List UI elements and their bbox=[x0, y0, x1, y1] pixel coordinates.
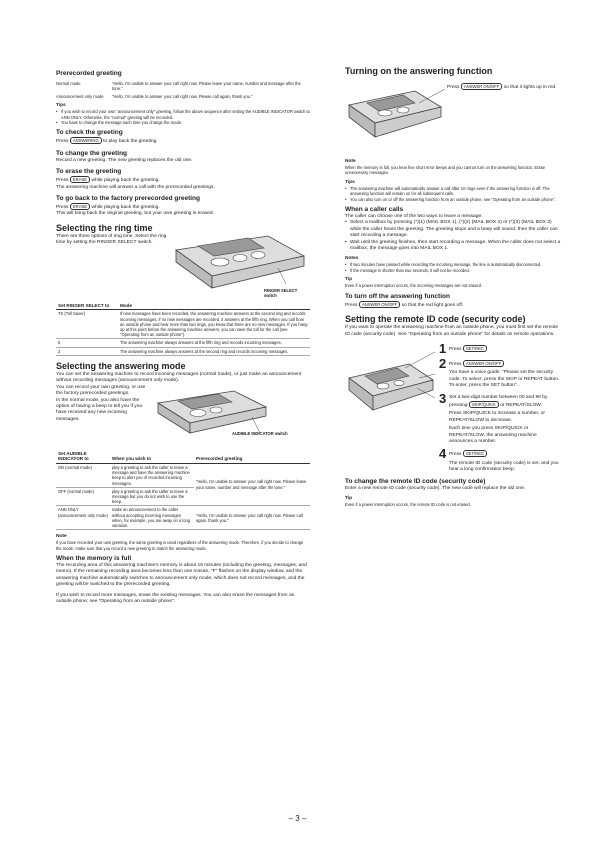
list-item: • Select a mailbox by pressing (*)(1) (MAIL BOX 1), (*)(2) (MAIL BOX 2) or (*)(3) (MAIL BOX 3) while the caller hears the greeting. The greeting stops and a beep will sound, then the caller can start recording a message. bbox=[345, 220, 561, 239]
tips-title: Tips bbox=[56, 103, 66, 109]
caller-text: The caller can choose one of the two ways to leave a message: bbox=[345, 214, 483, 220]
table-row: 2 The answering machine always answers at the second ring and records incoming messages. bbox=[56, 347, 310, 355]
erase-text-2: The answering machine will answer a call with the prerecorded greetings. bbox=[56, 184, 215, 190]
mode-title: Selecting the answering mode bbox=[56, 360, 186, 371]
tips-title: Tips bbox=[345, 179, 355, 185]
change-code-text: Enter a new remote ID code (security code). The new code will replace the old one. bbox=[345, 485, 526, 491]
turn-on-text: Press ANSWER ON/OFF so that it lights up in red. bbox=[447, 84, 557, 90]
tip-title: Tip bbox=[345, 496, 353, 501]
answering-machine-illustration bbox=[345, 79, 445, 151]
table-header: Prerecorded greeting bbox=[194, 450, 310, 464]
tip-text: Even if a power interruption occurs, the incoming messages are not erased. bbox=[345, 283, 482, 289]
note-text: If you have recorded your own greeting, the same greeting is used regardless of the answering mode. Therefore, if you decide to change the mode, make sure that you record a new greeting to match the answering mode. bbox=[56, 540, 304, 551]
ring-title: Selecting the ring time bbox=[56, 222, 153, 233]
memory-full-text-2: If you wish to record more messages, erase the existing messages. You can also erase the messages from an outside phone; see "Operating from an outside phone". bbox=[56, 592, 295, 604]
turn-on-title: Turning on the answering function bbox=[345, 66, 493, 76]
list-item: • If two minutes have passed while recording the incoming message, the line is automatically disconnected. bbox=[345, 262, 561, 267]
prerecorded-row: Announcement only mode "Hello, I'm unable to answer your call right now. Please call again, thank you." bbox=[56, 93, 253, 99]
left-column bbox=[56, 66, 310, 605]
mode-table bbox=[56, 450, 310, 530]
mode-text-1: You can set the answering machine to record incoming messages (normal mode), or just make an announcement without recording messages (announcement only mode). bbox=[56, 371, 302, 384]
tips-list bbox=[56, 109, 310, 125]
table-header: Set RINGER SELECT to bbox=[56, 302, 118, 310]
step-3: 3 Set a two-digit number between 00 and 99 by pressing SKIP/QUICK or REPEAT/SLOW. Press SKIP/QUICK to increase a number, or REPEAT/SLOW to decrease. Each time you press SKIP/QUICK or REPEAT/SLOW, the answering machine announces a number. bbox=[439, 390, 548, 444]
turn-off-text: Press ANSWER ON/OFF so that the red light goes off. bbox=[345, 301, 464, 308]
memory-full-text-1: The recording area of this answering machine's memory is about 15 minutes (including the greeting, messages, and memo). If the remaining recording area becomes less than one minute, "F" flashes on the display window, and the answering machine automatically switches to announcement only mode, which does not record messages, and the greeting will be switched to the prerecorded greeting. bbox=[56, 562, 307, 588]
step-4: 4 Press SET/REC The remote ID code (security code) is set, and you hear a long confirmation beep. bbox=[439, 446, 559, 473]
step-1: 1 Press SET/REC bbox=[439, 342, 561, 355]
answer-on-off-button[interactable]: ANSWER ON/OFF bbox=[461, 83, 502, 90]
list-item: • The answering machine will automatically answer a call after 10 rings even if the answering function is off. The answering function will remain on for all subsequent calls. bbox=[345, 186, 561, 197]
turn-off-title: To turn off the answering function bbox=[345, 292, 450, 300]
mode-text-2: You can record your own greeting, or use the factory prerecorded greetings. bbox=[56, 384, 146, 397]
page-number: – 3 – bbox=[288, 814, 307, 823]
answering-machine-illustration bbox=[345, 348, 437, 428]
steps-list bbox=[439, 342, 561, 474]
erase-text: Press ERASE while playing back the greeting. bbox=[56, 177, 160, 184]
notes-title: Notes bbox=[345, 256, 359, 262]
list-item: • If the message is shorter than two seconds, it will not be recorded. bbox=[345, 268, 561, 273]
answering-button[interactable]: ANSWERING bbox=[70, 137, 102, 144]
table-row: ON (normal mode) play a greeting to ask the caller to leave a message and have the answering machine beep to alert you of recorded incoming messages. "Hello, I'm unable to answer your call right now. Please leave your name, number and message after the tone." bbox=[56, 463, 310, 487]
ring-section bbox=[56, 234, 310, 298]
remote-steps bbox=[345, 342, 561, 474]
mode-text-3: In the normal mode, you also have the option of having a beep to tell you if you have received any new incoming messages. bbox=[56, 397, 143, 422]
caller-title: When a caller calls bbox=[345, 206, 404, 214]
set-rec-button[interactable]: SET/REC bbox=[463, 450, 487, 457]
set-rec-button[interactable]: SET/REC bbox=[463, 345, 487, 352]
table-header: Set AUDIBLE INDICATOR to bbox=[56, 450, 110, 464]
check-title: To check the greeting bbox=[56, 129, 123, 137]
ring-text: There are three options of ring time. Select the ring time by setting the RINGER SELECT switch. bbox=[56, 233, 167, 246]
remote-title: Setting the remote ID code (security code) bbox=[345, 314, 526, 325]
tip-text: Even if a power interruption occurs, the remote ID code is not erased. bbox=[345, 502, 471, 507]
caller-list bbox=[345, 220, 561, 252]
table-row: 5 The answering machine always answers at the fifth ring and records incoming messages. bbox=[56, 339, 310, 347]
turn-on-section bbox=[345, 77, 561, 155]
list-item: • You can also turn on or off the answering function from an outside phone, see "Operating from an outside phone". bbox=[345, 197, 561, 202]
table-header: When you wish to bbox=[110, 450, 194, 464]
tips-list bbox=[345, 186, 561, 202]
note-title: Note bbox=[56, 534, 67, 540]
list-item: • If you wish to record your own "announcement only" greeting, follow the above sequence after setting the AUDIBLE INDICATOR switch to ANN ONLY. Otherwise, the "normal" greeting will be recorded. bbox=[56, 109, 310, 120]
list-item: • Wait until the greeting finishes, then start recording a message. When the caller does not select a mailbox, the message goes into MAIL BOX 1. bbox=[345, 240, 561, 253]
change-text: Record a new greeting. The new greeting replaces the old one. bbox=[56, 157, 193, 163]
step-2: 2 Press ANSWER ON/OFF You have a voice guide: "Please set the security code. To select, press the SKIP or REPEAT button. To enter, press the SET button". bbox=[439, 355, 560, 389]
table-header: Mode bbox=[118, 302, 310, 310]
answer-on-off-button[interactable]: ANSWER ON/OFF bbox=[359, 301, 400, 308]
change-code-title: To change the remote ID code (security code) bbox=[345, 477, 486, 485]
tip-title: Tip bbox=[345, 277, 353, 283]
table-row: TS (Toll Saver) If new messages have been recorded, the answering machine answers at the second ring and records incoming messages; if no new messages are recorded, it answers at the fifth ring. When you call from an outside phone and hear more than two rings, you know that there are no new messages. If you hang up at this point before the answering machine answers, you can save the toll for the call (see "Operating from an outside phone"). bbox=[56, 310, 310, 339]
table-row: ANN ONLY (announcement only mode) make an announcement to the caller without accepting incoming messages when, for example, you are away on a long vacation. "Hello, I'm unable to answer your call right now. Please call again, thank you." bbox=[56, 506, 310, 530]
answer-on-off-button[interactable]: ANSWER ON/OFF bbox=[463, 360, 504, 367]
factory-title: To go back to the factory prerecorded greeting bbox=[56, 195, 200, 203]
prerecorded-rows bbox=[56, 81, 310, 99]
audible-indicator-label: AUDIBLE INDICATOR switch bbox=[232, 430, 288, 436]
check-text: Press ANSWERING to play back the greeting. bbox=[56, 138, 158, 145]
ringer-select-label: RINGER SELECT switch bbox=[264, 287, 298, 299]
right-column bbox=[345, 66, 561, 507]
erase-title: To erase the greeting bbox=[56, 168, 122, 176]
memory-full-title: When the memory is full bbox=[56, 554, 132, 562]
skip-quick-button[interactable]: SKIP/QUICK bbox=[469, 401, 499, 408]
prerecorded-title: Prerecorded greeting bbox=[56, 70, 122, 77]
change-title: To change the greeting bbox=[56, 149, 128, 157]
list-item: • You have to change the message each time you change the mode. bbox=[56, 120, 310, 125]
erase-button[interactable]: ERASE bbox=[70, 176, 90, 183]
erase-button[interactable]: ERASE bbox=[70, 203, 90, 210]
remote-text: If you want to operate the answering machine from an outside phone, you must first set the remote ID code (security code). See "Operating from an outside phone" for details on remote operations. bbox=[345, 325, 559, 337]
factory-text-2: This will bring back the original greeting, but your own greeting is erased. bbox=[56, 211, 214, 217]
factory-text: Press ERASE while playing back the greeting. bbox=[56, 204, 160, 211]
note-text: When the memory is full, you hear five short error beeps and you cannot turn on the answering function. Erase unnecessary messages. bbox=[345, 165, 546, 176]
table-row: OFF (normal mode) play a greeting to ask the caller to leave a message but you do not wish to use the beep. bbox=[56, 487, 310, 506]
mode-section bbox=[56, 385, 310, 447]
notes-list bbox=[345, 262, 561, 273]
note-title: Note bbox=[345, 159, 356, 164]
ring-table bbox=[56, 302, 310, 356]
prerecorded-row: Normal mode "Hello, I'm unable to answer your call right now. Please leave your name, number and message after the tone." bbox=[56, 81, 301, 92]
